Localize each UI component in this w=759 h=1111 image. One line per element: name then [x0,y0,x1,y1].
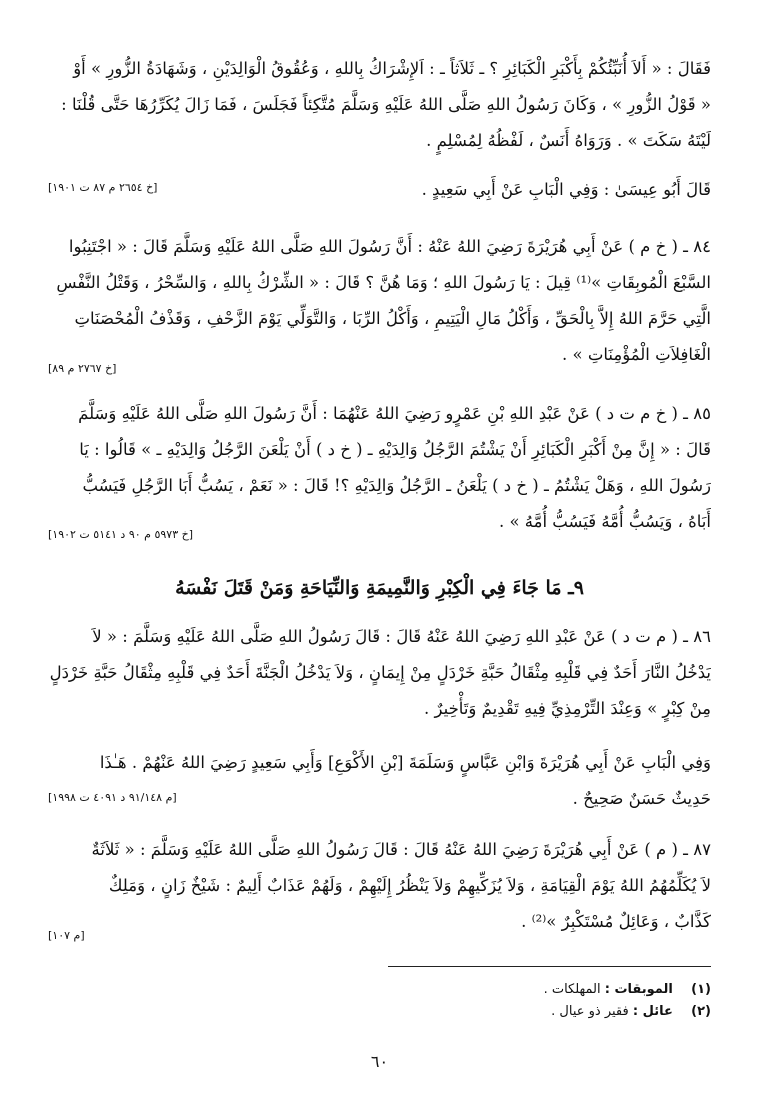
text-line: مِنْ كِبْرٍ » وَعِنْدَ التِّرْمِذِيِّ فِيهِ تَقْدِيمٌ وَتَأْخِيرٌ . [424,699,711,718]
text-line: الَّتِي حَرَّمَ اللهُ إِلاَّ بِالْحَقِّ ، وَأَكْلُ مَالِ الْيَتِيمِ ، وَأَكْلُ الرِّبَا ، وَالتَّوَلِّي يَوْمَ الزَّحْفِ ، وَقَذْفُ الْمُحْصَنَاتِ [74,309,711,328]
text-line: « قَوْلُ الزُّورِ » ، وَكَانَ رَسُولُ اللهِ صَلَّى اللهُ عَلَيْهِ وَسَلَّمَ مُتَّكِئاً فَجَلَسَ ، فَمَا زَالَ يُكَرِّرُهَا حَتَّى قُلْنَا : [61,95,711,114]
footnote-text: المهلكات . [543,982,601,997]
source-reference: [خ ٢٦٥٤ م ٨٧ ت ١٩٠١] [48,181,158,194]
hadith-85-paragraph [48,396,711,540]
text-line: رَسُولَ اللهِ ، وَهَلْ يَشْتُمُ ـ ( خ د ) يَلْعَنُ ـ الرَّجُلُ وَالِدَيْهِ ؟! قَالَ : « نَعَمْ ، يَسُبُّ أَبَا الرَّجُلِ فَيَسُبُّ [82,476,711,495]
text-line: كَذَّابٌ ، وَعَائِلٌ مُسْتَكْبِرٌ »⁽²⁾ . [521,912,711,931]
hadith-continuation-paragraph [48,51,711,159]
source-reference: [م ٩١/١٤٨ د ٤٠٩١ ت ١٩٩٨] [48,791,177,804]
footnote-separator [388,966,711,967]
footnote [48,1001,711,1023]
text-line: قَالَ أَبُو عِيسَىٰ : وَفِي الْبَابِ عَنْ أَبِي سَعِيدٍ . [421,180,711,199]
text-line: الْغَافِلاَتِ الْمُؤْمِنَاتِ » . [562,345,711,364]
text-line: ٨٧ ـ ( م ) عَنْ أَبِي هُرَيْرَةَ رَضِيَ اللهُ عَنْهُ قَالَ : قَالَ رَسُولُ اللهِ صَلَّى اللهُ عَلَيْهِ وَسَلَّمَ : « ثَلاَثَةٌ [91,840,711,859]
text-line: أَبَاهُ ، وَيَسُبُّ أُمَّهُ فَيَسُبُّ أُمَّهُ » . [498,512,711,531]
source-reference: [خ ٢٧٦٧ م ٨٩] [48,362,117,375]
hadith-84-paragraph [48,229,711,373]
text-line: وَفِي الْبَابِ عَنْ أَبِي هُرَيْرَةَ وَابْنِ عَبَّاسٍ وَسَلَمَةَ [بْنِ الأَكْوَعِ] وَأَبِي سَعِيدٍ رَضِيَ اللهُ عَنْهُمْ . هَـٰذَا [99,753,711,772]
text-line: ٨٤ ـ ( خ م ) عَنْ أَبِي هُرَيْرَةَ رَضِيَ اللهُ عَنْهُ : أَنَّ رَسُولَ اللهِ صَلَّى اللهُ عَلَيْهِ وَسَلَّمَ قَالَ : « اجْتَنِبُوا [68,237,711,256]
text-line: لَيْتَهُ سَكَتَ » . وَرَوَاهُ أَنَسٌ ، لَفْظُهُ لِمُسْلِمٍ . [426,131,711,150]
footnote-number: (٢) [691,1004,711,1019]
footnote-term: الموبقات : [604,982,673,997]
text-line: قَالَ : « إِنَّ مِنْ أَكْبَرِ الْكَبَائِرِ أَنْ يَشْتُمَ الرَّجُلُ وَالِدَيْهِ ـ ( خ د ) أَنْ يَلْعَنَ الرَّجُلُ وَالِدَيْهِ ـ » قَالُوا : يَا [79,440,711,459]
text-line: يَدْخُلُ النَّارَ أَحَدٌ فِي قَلْبِهِ مِثْقَالُ حَبَّةِ خَرْدَلٍ مِنْ إِيمَانٍ ، وَلاَ يَدْخُلُ الْجَنَّةَ أَحَدٌ فِي قَلْبِهِ مِثْقَالُ حَبَّةِ خَرْدَلٍ [49,663,711,682]
page-number: ٦٠ [370,1052,389,1071]
text-line: ٨٥ ـ ( خ م ت د ) عَنْ عَبْدِ اللهِ بْنِ عَمْرٍو رَضِيَ اللهُ عَنْهُمَا : أَنَّ رَسُولَ اللهِ صَلَّى اللهُ عَلَيْهِ وَسَلَّمَ [78,404,711,423]
text-line: لاَ يُكَلِّمُهُمُ اللهُ يَوْمَ الْقِيَامَةِ ، وَلاَ يُزَكِّيهِمْ وَلاَ يَنْظُرُ إِلَيْهِمْ ، وَلَهُمْ عَذَابٌ أَلِيمٌ : شَيْخٌ زَانٍ ، وَمَلِكٌ [108,876,711,895]
text-line: ٨٦ ـ ( م ت د ) عَنْ عَبْدِ اللهِ رَضِيَ اللهُ عَنْهُ قَالَ : قَالَ رَسُولُ اللهِ صَلَّى اللهُ عَلَيْهِ وَسَلَّمَ : « لاَ [92,627,711,646]
section-heading: ٩ـ مَا جَاءَ فِي الْكِبْرِ وَالنَّمِيمَةِ وَالنِّيَاحَةِ وَمَنْ قَتَلَ نَفْسَهُ [175,577,584,599]
footnote-number: (١) [691,982,711,997]
text-line: حَدِيثٌ حَسَنٌ صَحِيحٌ . [572,789,711,808]
hadith-87-paragraph [48,832,711,940]
text-line: فَقَالَ : « أَلاَ أُنَبِّئُكُمْ بِأَكْبَرِ الْكَبَائِرِ ؟ ـ ثَلاَثاً ـ : اَلإِشْرَاكُ بِاللهِ ، وَعُقُوقُ الْوَالِدَيْنِ ، وَشَهَادَةُ الزُّورِ » أَوْ [73,59,711,78]
source-reference: [م ١٠٧] [48,929,85,942]
chapter-note-paragraph [48,745,711,817]
footnote-term: عائل : [632,1004,673,1019]
footnote [48,979,711,1001]
hadith-86-paragraph [48,619,711,727]
footnote-text: فقير ذو عيال . [551,1004,629,1019]
source-reference: [خ ٥٩٧٣ م ٩٠ د ٥١٤١ ت ١٩٠٢] [48,528,194,541]
text-line: السَّبْعَ الْمُوبِقَاتِ »⁽¹⁾ قِيلَ : يَا رَسُولَ اللهِ ؛ وَمَا هُنَّ ؟ قَالَ : « الشِّرْكُ بِاللهِ ، وَالسِّحْرُ ، وَقَتْلُ النَّفْسِ [56,273,711,292]
